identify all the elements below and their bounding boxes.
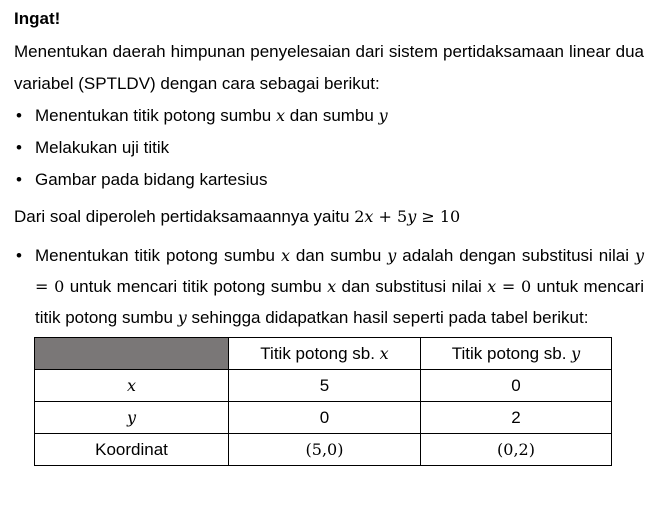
step-item: • Gambar pada bidang kartesius	[14, 164, 644, 196]
heading: Ingat!	[14, 9, 61, 28]
table-cell: (5,0)	[229, 434, 421, 466]
row-label-coordinate: Koordinat	[35, 434, 229, 466]
step-item: • Melakukan uji titik	[14, 132, 644, 164]
explanation-list	[14, 240, 644, 333]
header-empty-cell	[35, 338, 229, 370]
header-x-intercept: Titik potong sb. x	[229, 338, 421, 370]
table-cell: 0	[421, 370, 612, 402]
table-cell: 2	[421, 402, 612, 434]
step-item: • Menentukan titik potong sumbu x dan sumbu y	[14, 100, 644, 132]
row-label-y: y	[35, 402, 229, 434]
inequality-statement: Dari soal diperoleh pertidaksamaannya yaitu 2x + 5y ≥ 10	[14, 207, 461, 226]
table-cell: (0,2)	[421, 434, 612, 466]
bullet-icon: •	[16, 246, 22, 265]
intro-paragraph: Menentukan daerah himpunan penyelesaian dari sistem pertidaksamaan linear dua variabel (SPTLDV) dengan cara sebagai berikut:	[14, 42, 644, 93]
explanation-item: • Menentukan titik potong sumbu x dan sumbu y adalah dengan substitusi nilai y = 0 untuk mencari titik potong sumbu x dan substitusi nilai x = 0 untuk mencari titik potong sumbu y sehingga didapatkan hasil seperti pada tabel berikut:	[14, 240, 644, 333]
bullet-icon: •	[16, 106, 22, 125]
table-row	[35, 402, 612, 434]
header-y-intercept: Titik potong sb. y	[421, 338, 612, 370]
bullet-icon: •	[16, 170, 22, 189]
bullet-icon: •	[16, 138, 22, 157]
table-cell: 0	[229, 402, 421, 434]
table-row	[35, 434, 612, 466]
intercept-table	[34, 337, 612, 466]
steps-list	[14, 100, 644, 196]
row-label-x: x	[35, 370, 229, 402]
table-header-row	[35, 338, 612, 370]
table-cell: 5	[229, 370, 421, 402]
table-row	[35, 370, 612, 402]
